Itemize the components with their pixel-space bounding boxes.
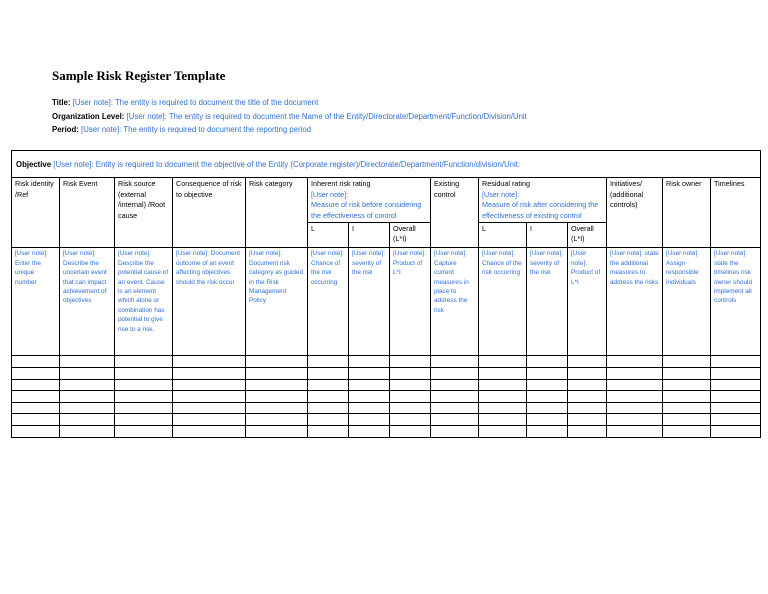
table-cell[interactable] bbox=[527, 379, 568, 391]
table-cell[interactable] bbox=[663, 414, 711, 426]
table-cell[interactable] bbox=[12, 356, 60, 368]
table-cell[interactable] bbox=[60, 367, 115, 379]
table-cell[interactable] bbox=[711, 425, 761, 437]
table-cell[interactable] bbox=[308, 414, 349, 426]
table-cell[interactable] bbox=[607, 425, 663, 437]
table-cell[interactable] bbox=[390, 367, 431, 379]
table-cell[interactable] bbox=[246, 367, 308, 379]
note-residual-l[interactable]: [User note]: Chance of the risk occurring bbox=[479, 248, 527, 356]
table-cell[interactable] bbox=[349, 391, 390, 403]
meta-title-line bbox=[52, 96, 527, 110]
table-cell[interactable] bbox=[60, 425, 115, 437]
table-row bbox=[12, 425, 761, 437]
note-risk-identity[interactable]: [User note]: Enter the unique number bbox=[12, 248, 60, 356]
table-cell[interactable] bbox=[431, 379, 479, 391]
table-cell[interactable] bbox=[527, 356, 568, 368]
table-row bbox=[12, 414, 761, 426]
meta-period-label: Period: bbox=[52, 125, 79, 135]
header-inherent-l: L bbox=[308, 223, 349, 248]
table-cell[interactable] bbox=[115, 391, 173, 403]
table-cell[interactable] bbox=[431, 367, 479, 379]
meta-period-line bbox=[52, 123, 527, 137]
table-cell[interactable] bbox=[308, 379, 349, 391]
table-cell[interactable] bbox=[349, 414, 390, 426]
table-cell[interactable] bbox=[349, 425, 390, 437]
header-inherent-rating bbox=[308, 178, 431, 223]
table-cell[interactable] bbox=[12, 367, 60, 379]
residual-note: [User note]: bbox=[482, 189, 520, 199]
note-residual-overall[interactable]: [User note]: Product of L*I bbox=[568, 248, 607, 356]
table-cell[interactable] bbox=[60, 402, 115, 414]
table-cell[interactable] bbox=[173, 402, 246, 414]
note-inherent-i[interactable]: [User note]: severity of the risk bbox=[349, 248, 390, 356]
table-cell[interactable] bbox=[390, 356, 431, 368]
header-residual-rating bbox=[479, 178, 607, 223]
table-cell[interactable] bbox=[479, 402, 527, 414]
table-cell[interactable] bbox=[431, 391, 479, 403]
header-risk-source: Risk source (external /internal) /Root cause bbox=[115, 178, 173, 248]
header-risk-category: Risk category bbox=[246, 178, 308, 248]
table-cell[interactable] bbox=[568, 425, 607, 437]
table-cell[interactable] bbox=[663, 402, 711, 414]
table-cell[interactable] bbox=[349, 367, 390, 379]
objective-label: Objective bbox=[16, 159, 52, 169]
table-cell[interactable] bbox=[173, 367, 246, 379]
meta-org-line bbox=[52, 110, 527, 124]
header-risk-identity: Risk identity /Ref bbox=[12, 178, 60, 248]
inherent-title: Inherent risk rating bbox=[311, 179, 371, 188]
table-cell[interactable] bbox=[246, 356, 308, 368]
header-timelines: Timelines bbox=[711, 178, 761, 248]
table-cell[interactable] bbox=[568, 379, 607, 391]
table-cell[interactable] bbox=[349, 402, 390, 414]
table-cell[interactable] bbox=[711, 414, 761, 426]
table-cell[interactable] bbox=[663, 391, 711, 403]
table-cell[interactable] bbox=[711, 367, 761, 379]
table-cell[interactable] bbox=[568, 414, 607, 426]
table-cell[interactable] bbox=[607, 379, 663, 391]
header-residual-i: I bbox=[527, 223, 568, 248]
header-row bbox=[12, 178, 761, 223]
table-cell[interactable] bbox=[527, 425, 568, 437]
table-cell[interactable] bbox=[246, 402, 308, 414]
note-inherent-overall[interactable]: [User note]: Product of L*I bbox=[390, 248, 431, 356]
meta-title-value: [User note]: The entity is required to document the title of the document bbox=[72, 98, 319, 107]
table-cell[interactable] bbox=[479, 379, 527, 391]
table-cell[interactable] bbox=[349, 379, 390, 391]
table-cell[interactable] bbox=[308, 402, 349, 414]
table-cell[interactable] bbox=[115, 367, 173, 379]
table-cell[interactable] bbox=[246, 425, 308, 437]
table-cell[interactable] bbox=[115, 402, 173, 414]
table-cell[interactable] bbox=[431, 425, 479, 437]
table-cell[interactable] bbox=[607, 367, 663, 379]
table-cell[interactable] bbox=[607, 414, 663, 426]
table-cell[interactable] bbox=[711, 379, 761, 391]
table-cell[interactable] bbox=[479, 356, 527, 368]
table-cell[interactable] bbox=[173, 379, 246, 391]
note-risk-category[interactable]: [User note]: Document risk category as guided in the Risk Management Policy bbox=[246, 248, 308, 356]
table-cell[interactable] bbox=[115, 414, 173, 426]
table-cell[interactable] bbox=[390, 391, 431, 403]
residual-title: Residual rating bbox=[482, 179, 530, 188]
header-residual-l: L bbox=[479, 223, 527, 248]
table-row bbox=[12, 356, 761, 368]
meta-org-value: [User note]: The entity is required to document the Name of the Entity/Directorate/Department/Function/Division/Unit bbox=[126, 111, 527, 121]
table-cell[interactable] bbox=[479, 367, 527, 379]
header-risk-owner: Risk owner bbox=[663, 178, 711, 248]
table-cell[interactable] bbox=[308, 391, 349, 403]
table-cell[interactable] bbox=[115, 425, 173, 437]
table-cell[interactable] bbox=[711, 402, 761, 414]
table-cell[interactable] bbox=[308, 425, 349, 437]
table-cell[interactable] bbox=[390, 379, 431, 391]
table-cell[interactable] bbox=[12, 414, 60, 426]
document-title: Sample Risk Register Template bbox=[52, 68, 226, 83]
note-initiatives[interactable]: [User note]: state the additional measures to address the risks bbox=[607, 248, 663, 356]
table-cell[interactable] bbox=[115, 356, 173, 368]
risk-register-table bbox=[11, 150, 761, 438]
table-cell[interactable] bbox=[246, 414, 308, 426]
table-cell[interactable] bbox=[349, 356, 390, 368]
header-consequence: Consequence of risk to objective bbox=[173, 178, 246, 248]
header-residual-overall: Overall (L*I) bbox=[568, 223, 607, 248]
table-cell[interactable] bbox=[390, 402, 431, 414]
table-cell[interactable] bbox=[60, 414, 115, 426]
table-cell[interactable] bbox=[308, 367, 349, 379]
residual-desc: Measure of risk after considering the effectiveness of existing control bbox=[482, 200, 599, 220]
table-cell[interactable] bbox=[527, 391, 568, 403]
table-cell[interactable] bbox=[431, 356, 479, 368]
table-cell[interactable] bbox=[308, 356, 349, 368]
table-cell[interactable] bbox=[390, 414, 431, 426]
table-row bbox=[12, 379, 761, 391]
meta-period-value: [User note]: The entity is required to document the reporting period bbox=[81, 125, 312, 135]
table-row bbox=[12, 367, 761, 379]
objective-value: [User note]: Entity is required to document the objective of the Entity (Corporate register)/Directorate/Department/Function/division/Unit: bbox=[53, 159, 521, 169]
table-cell[interactable] bbox=[607, 356, 663, 368]
table-cell[interactable] bbox=[663, 379, 711, 391]
table-cell[interactable] bbox=[479, 391, 527, 403]
table-cell[interactable] bbox=[173, 356, 246, 368]
table-cell[interactable] bbox=[12, 379, 60, 391]
table-cell[interactable] bbox=[60, 391, 115, 403]
inherent-note: [User note]: bbox=[311, 189, 349, 199]
table-cell[interactable] bbox=[568, 391, 607, 403]
header-initiatives: Initiatives/ (additional controls) bbox=[607, 178, 663, 248]
table-cell[interactable] bbox=[479, 414, 527, 426]
table-cell[interactable] bbox=[527, 402, 568, 414]
table-cell[interactable] bbox=[60, 379, 115, 391]
table-cell[interactable] bbox=[60, 356, 115, 368]
table-cell[interactable] bbox=[390, 425, 431, 437]
document-meta bbox=[52, 96, 527, 137]
table-cell[interactable] bbox=[527, 414, 568, 426]
objective-row bbox=[12, 151, 761, 178]
note-inherent-l[interactable]: [User note]: Chance of the risk occurring bbox=[308, 248, 349, 356]
table-row bbox=[12, 402, 761, 414]
note-row bbox=[12, 248, 761, 356]
table-cell[interactable] bbox=[173, 391, 246, 403]
note-risk-source[interactable]: [User note]: Describe the potential cause of an event. Cause is an element which alone or combination has potential to give rise to a risk. bbox=[115, 248, 173, 356]
table-cell[interactable] bbox=[12, 391, 60, 403]
table-cell[interactable] bbox=[527, 367, 568, 379]
table-cell[interactable] bbox=[173, 425, 246, 437]
note-consequence[interactable]: [User note]: Document outcome of an event affecting objectives should the risk occur bbox=[173, 248, 246, 356]
header-existing-control: Existing control bbox=[431, 178, 479, 248]
meta-title-label: Title: bbox=[52, 98, 71, 107]
table-cell[interactable] bbox=[607, 402, 663, 414]
table-cell[interactable] bbox=[663, 367, 711, 379]
table-cell[interactable] bbox=[568, 402, 607, 414]
table-row bbox=[12, 391, 761, 403]
table-cell[interactable] bbox=[173, 414, 246, 426]
header-risk-event: Risk Event bbox=[60, 178, 115, 248]
objective-cell[interactable] bbox=[12, 151, 761, 178]
table-cell[interactable] bbox=[607, 391, 663, 403]
note-risk-event[interactable]: [User note]: Describe the uncertain event that can impact achievement of objectives bbox=[60, 248, 115, 356]
table-cell[interactable] bbox=[431, 414, 479, 426]
note-risk-owner[interactable]: [User note]: Assign responsible individuals bbox=[663, 248, 711, 356]
table-cell[interactable] bbox=[479, 425, 527, 437]
table-cell[interactable] bbox=[115, 379, 173, 391]
table-cell[interactable] bbox=[711, 391, 761, 403]
header-inherent-i: I bbox=[349, 223, 390, 248]
note-residual-i[interactable]: [User note]: severity of the risk bbox=[527, 248, 568, 356]
table-cell[interactable] bbox=[568, 356, 607, 368]
table-cell[interactable] bbox=[246, 391, 308, 403]
meta-org-label: Organization Level: bbox=[52, 111, 125, 121]
note-existing-control[interactable]: [User note]: Capture current measures in place to address the risk bbox=[431, 248, 479, 356]
header-inherent-overall: Overall (L*I) bbox=[390, 223, 431, 248]
note-timelines[interactable]: [User note]: state the timelines risk owner should implement all controls bbox=[711, 248, 761, 356]
table-cell[interactable] bbox=[12, 425, 60, 437]
table-cell[interactable] bbox=[663, 356, 711, 368]
table-cell[interactable] bbox=[246, 379, 308, 391]
table-cell[interactable] bbox=[12, 402, 60, 414]
inherent-desc: Measure of risk before considering the effectiveness of control bbox=[311, 200, 422, 220]
table-cell[interactable] bbox=[568, 367, 607, 379]
table-cell[interactable] bbox=[663, 425, 711, 437]
blank-rows bbox=[12, 356, 761, 437]
table-cell[interactable] bbox=[431, 402, 479, 414]
table-cell[interactable] bbox=[711, 356, 761, 368]
